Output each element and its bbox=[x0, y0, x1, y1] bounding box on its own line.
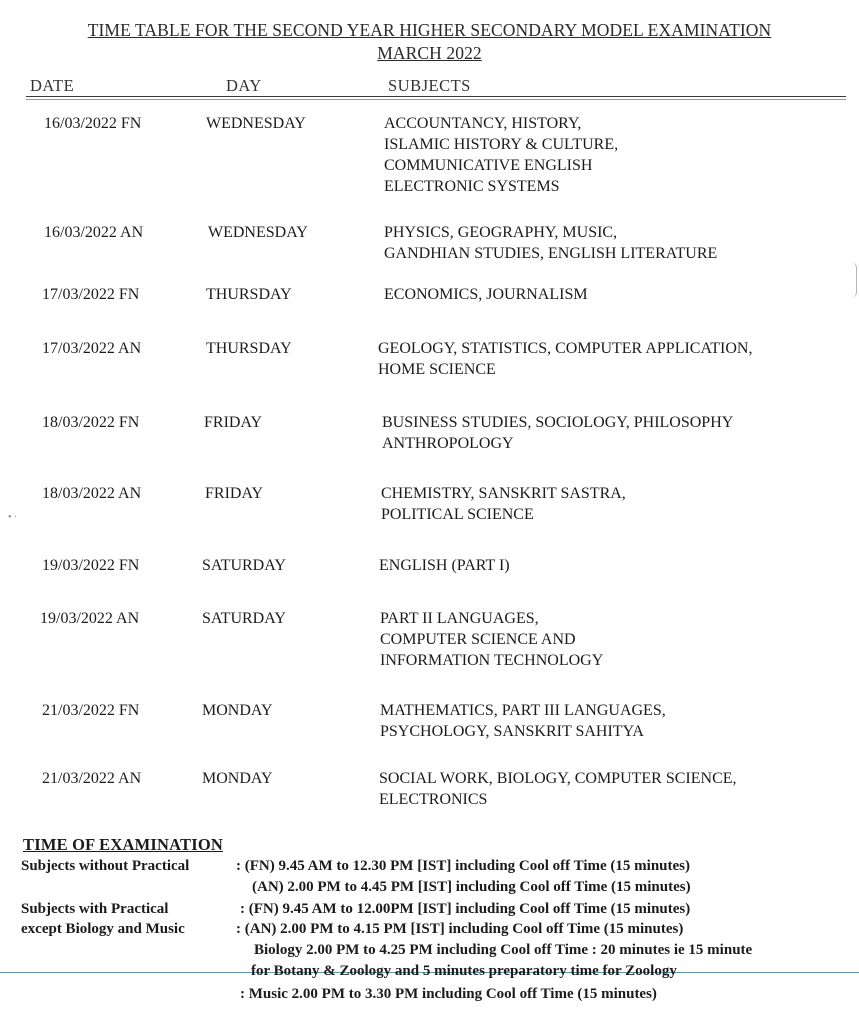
row-subjects bbox=[382, 412, 822, 454]
row-subjects bbox=[379, 768, 819, 810]
subject-line: ELECTRONIC SYSTEMS bbox=[384, 178, 560, 195]
row-date: 16/03/2022 FN bbox=[44, 115, 142, 132]
row-date: 17/03/2022 FN bbox=[42, 286, 140, 303]
subject-line: ISLAMIC HISTORY & CULTURE, bbox=[384, 136, 619, 153]
subject-line: ENGLISH (PART I) bbox=[379, 557, 510, 574]
subject-line: PHYSICS, GEOGRAPHY, MUSIC, bbox=[384, 224, 618, 241]
row-day: SATURDAY bbox=[202, 610, 286, 627]
column-header-date: DATE bbox=[30, 76, 75, 95]
row-date: 19/03/2022 AN bbox=[40, 610, 140, 627]
subject-line: ACCOUNTANCY, HISTORY, bbox=[384, 115, 582, 132]
column-header-day: DAY bbox=[226, 76, 262, 95]
row-subjects bbox=[380, 608, 820, 671]
row-date: 21/03/2022 FN bbox=[42, 702, 140, 719]
row-day: WEDNESDAY bbox=[206, 115, 306, 132]
subject-line: BUSINESS STUDIES, SOCIOLOGY, PHILOSOPHY bbox=[382, 414, 734, 431]
subject-line: COMMUNICATIVE ENGLISH bbox=[384, 157, 593, 174]
subject-line: ELECTRONICS bbox=[379, 791, 488, 808]
row-subjects bbox=[384, 284, 824, 305]
row-date: 18/03/2022 FN bbox=[42, 414, 140, 431]
subject-line: GANDHIAN STUDIES, ENGLISH LITERATURE bbox=[384, 245, 718, 262]
row-day: FRIDAY bbox=[204, 414, 263, 431]
row-date: 19/03/2022 FN bbox=[42, 557, 140, 574]
row-date: 16/03/2022 AN bbox=[44, 224, 144, 241]
subject-line: POLITICAL SCIENCE bbox=[381, 506, 534, 523]
subject-line: SOCIAL WORK, BIOLOGY, COMPUTER SCIENCE, bbox=[379, 770, 737, 787]
without-practical-label: Subjects without Practical bbox=[21, 858, 190, 874]
row-day: WEDNESDAY bbox=[208, 224, 308, 241]
music-time-line: : Music 2.00 PM to 3.30 PM including Cool off Time (15 minutes) bbox=[240, 986, 657, 1002]
scan-speck: • · bbox=[8, 512, 18, 523]
document-title-line-1: TIME TABLE FOR THE SECOND YEAR HIGHER SECONDARY MODEL EXAMINATION bbox=[87, 20, 772, 40]
row-subjects bbox=[384, 222, 824, 264]
without-practical-fn-time: : (FN) 9.45 AM to 12.30 PM [IST] including Cool off Time (15 minutes) bbox=[236, 858, 691, 874]
row-subjects bbox=[380, 700, 820, 742]
row-day: SATURDAY bbox=[202, 557, 286, 574]
subject-line: PSYCHOLOGY, SANSKRIT SAHITYA bbox=[380, 723, 644, 740]
subject-line: MATHEMATICS, PART III LANGUAGES, bbox=[380, 702, 666, 719]
subject-line: ANTHROPOLOGY bbox=[382, 435, 514, 452]
document-title-line-2: MARCH 2022 bbox=[377, 43, 482, 63]
subject-line: PART II LANGUAGES, bbox=[380, 610, 539, 627]
time-of-examination-heading: TIME OF EXAMINATION bbox=[23, 835, 223, 854]
with-practical-an-time: : (AN) 2.00 PM to 4.15 PM [IST] including Cool off Time (15 minutes) bbox=[236, 921, 684, 937]
row-day: MONDAY bbox=[202, 770, 273, 787]
subject-line: COMPUTER SCIENCE AND bbox=[380, 631, 576, 648]
subject-line: HOME SCIENCE bbox=[378, 361, 496, 378]
subject-line: ECONOMICS, JOURNALISM bbox=[384, 286, 588, 303]
row-date: 17/03/2022 AN bbox=[42, 340, 142, 357]
header-rule bbox=[26, 96, 846, 97]
row-day: THURSDAY bbox=[206, 340, 292, 357]
row-subjects bbox=[384, 113, 824, 197]
header-rule-secondary bbox=[26, 99, 846, 100]
except-biology-music-label: except Biology and Music bbox=[21, 921, 185, 937]
with-practical-fn-time: : (FN) 9.45 AM to 12.00PM [IST] including Cool off Time (15 minutes) bbox=[240, 901, 691, 917]
subject-line: GEOLOGY, STATISTICS, COMPUTER APPLICATION, bbox=[378, 340, 753, 357]
row-date: 18/03/2022 AN bbox=[42, 485, 142, 502]
biology-time-line-2: for Botany & Zoology and 5 minutes preparatory time for Zoology bbox=[251, 963, 677, 979]
row-day: THURSDAY bbox=[206, 286, 292, 303]
with-practical-label: Subjects with Practical bbox=[21, 901, 169, 917]
subject-line: CHEMISTRY, SANSKRIT SASTRA, bbox=[381, 485, 626, 502]
row-subjects bbox=[381, 483, 821, 525]
subject-line: INFORMATION TECHNOLOGY bbox=[380, 652, 604, 669]
row-subjects bbox=[379, 555, 819, 576]
biology-time-line-1: Biology 2.00 PM to 4.25 PM including Cool off Time : 20 minutes ie 15 minute bbox=[254, 942, 753, 958]
column-header-subjects: SUBJECTS bbox=[388, 76, 471, 95]
row-day: MONDAY bbox=[202, 702, 273, 719]
row-subjects bbox=[378, 338, 818, 380]
without-practical-an-time: (AN) 2.00 PM to 4.45 PM [IST] including Cool off Time (15 minutes) bbox=[252, 879, 691, 895]
row-date: 21/03/2022 AN bbox=[42, 770, 142, 787]
row-day: FRIDAY bbox=[205, 485, 264, 502]
page-edge-mark bbox=[850, 262, 857, 298]
